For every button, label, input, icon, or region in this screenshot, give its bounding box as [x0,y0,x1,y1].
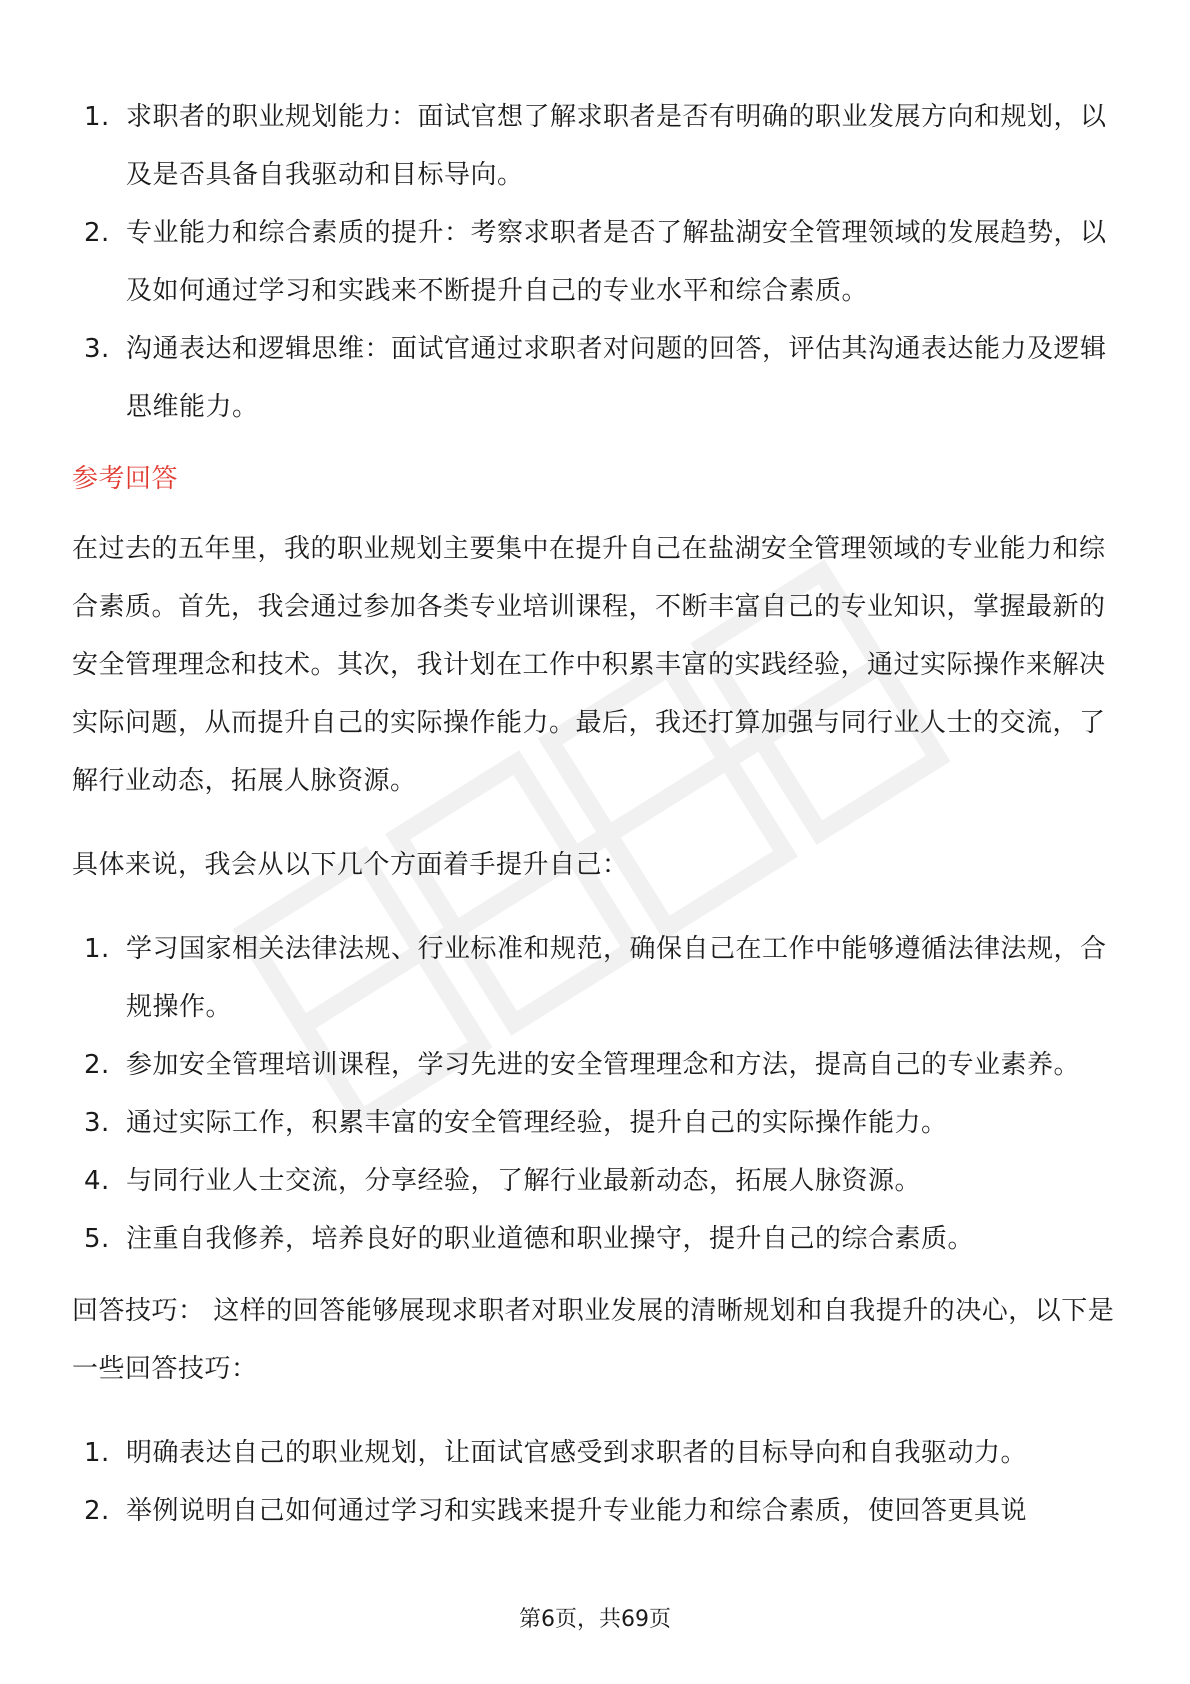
list-item [72,1210,1122,1268]
list-item [72,204,1122,320]
reference-intro-line: 具体来说，我会从以下几个方面着手提升自己： [72,850,629,880]
list-number: 1. [84,934,110,964]
list-text: 明确表达自己的职业规划，让面试官感受到求职者的目标导向和自我驱动力。 [126,1438,1028,1468]
list-number: 3. [84,334,110,364]
intro-list [72,88,1122,436]
list-text: 注重自我修养，培养良好的职业道德和职业操守，提升自己的综合素质。 [126,1224,975,1254]
list-number: 2. [84,1496,110,1526]
list-item [72,320,1122,436]
list-text: 通过实际工作，积累丰富的安全管理经验，提升自己的实际操作能力。 [126,1108,948,1138]
list-item [72,1094,1122,1152]
list-text: 沟通表达和逻辑思维：面试官通过求职者对问题的回答，评估其沟通表达能力及逻辑思维能力。 [126,334,1107,422]
list-text: 学习国家相关法律法规、行业标准和规范，确保自己在工作中能够遵循法律法规，合规操作。 [126,934,1107,1022]
list-item [72,1424,1122,1482]
list-number: 2. [84,1050,110,1080]
list-number: 1. [84,1438,110,1468]
list-text: 与同行业人士交流，分享经验，了解行业最新动态，拓展人脉资源。 [126,1166,922,1196]
improvement-steps-list [72,920,1122,1268]
main-content [72,88,1122,1540]
tips-intro: 回答技巧： 这样的回答能够展现求职者对职业发展的清晰规划和自我提升的决心，以下是一些回答技巧： [72,1296,1115,1384]
list-item [72,88,1122,204]
reference-answer-heading: 参考回答 [72,464,179,494]
list-number: 1. [84,102,110,132]
list-number: 4. [84,1166,110,1196]
list-text: 求职者的职业规划能力：面试官想了解求职者是否有明确的职业发展方向和规划，以及是否具备自我驱动和目标导向。 [126,102,1107,190]
list-text: 举例说明自己如何通过学习和实践来提升专业能力和综合素质，使回答更具说 [126,1496,1028,1526]
list-number: 3. [84,1108,110,1138]
tips-list [72,1424,1122,1540]
list-text: 参加安全管理培训课程，学习先进的安全管理理念和方法，提高自己的专业素养。 [126,1050,1081,1080]
list-number: 2. [84,218,110,248]
list-item [72,1036,1122,1094]
page-number-footer: 第6页，共69页 [519,1607,671,1632]
list-item [72,1482,1122,1540]
list-number: 5. [84,1224,110,1254]
reference-paragraph: 在过去的五年里，我的职业规划主要集中在提升自己在盐湖安全管理领域的专业能力和综合素质。首先，我会通过参加各类专业培训课程，不断丰富自己的专业知识，掌握最新的安全管理理念和技术。其次，我计划在工作中积累丰富的实践经验，通过实际操作来解决实际问题，从而提升自己的实际操作能力。最后，我还打算加强与同行业人士的交流，了解行业动态，拓展人脉资源。 [72,534,1106,796]
list-item [72,1152,1122,1210]
list-text: 专业能力和综合素质的提升：考察求职者是否了解盐湖安全管理领域的发展趋势，以及如何通过学习和实践来不断提升自己的专业水平和综合素质。 [126,218,1107,306]
list-item [72,920,1122,1036]
